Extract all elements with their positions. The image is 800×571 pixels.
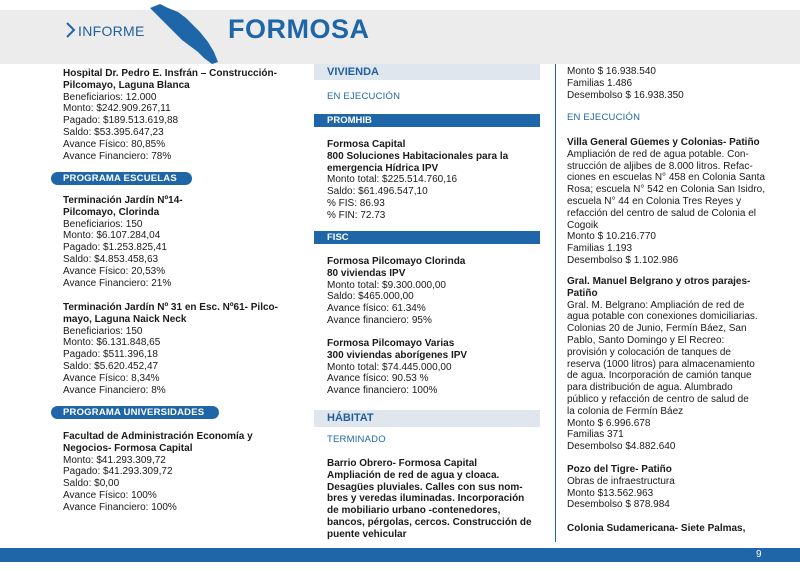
chevron-right-icon (64, 20, 76, 40)
block-line: Pagado: $1.253.825,41 (63, 242, 167, 254)
block-line: Pagado: $189.513.619,88 (63, 115, 179, 127)
block-line: Pablo, Santo Domingo y El Recreo: (567, 334, 725, 346)
block-title: Hospital Dr. Pedro E. Insfrán – Construcción- (63, 68, 277, 79)
section-bar-promhib: PROMHIB (314, 114, 540, 127)
block-line: Avance Financiero: 21% (63, 277, 172, 289)
block-line: Cogoik (567, 219, 599, 231)
block-line: Beneficiarios: 150 (63, 218, 143, 230)
col2-block-barrio-obrero (327, 458, 549, 541)
block-title: mayo, Laguna Naick Neck (63, 313, 187, 325)
block-line: Monto total: $9.300.000,00 (327, 279, 446, 291)
block-title: Gral. Manuel Belgrano y otros parajes- (567, 276, 751, 287)
block-line: Ampliación de red de agua y cloaca. (327, 469, 500, 481)
section-box-vivienda: VIVIENDA (314, 64, 540, 80)
block-line: Gral. M. Belgrano: Ampliación de red de (567, 299, 745, 311)
block-line: Beneficiarios: 150 (63, 325, 143, 337)
block-title: Formosa Pilcomayo Clorinda (327, 256, 466, 267)
block-line: % FIS: 86.93 (327, 197, 385, 209)
block-title: Facultad de Administración Economía y (63, 431, 253, 442)
block-line: Avance Físico: 100% (63, 489, 157, 501)
status-terminado: TERMINADO (327, 434, 386, 445)
column-divider (555, 64, 556, 542)
block-line: Desagües pluviales. Calles con sus nom- (327, 481, 523, 493)
col3-block-top (567, 66, 792, 101)
block-line: Pagado: $41.293.309,72 (63, 466, 173, 478)
block-title: Pilcomayo, Clorinda (63, 206, 160, 218)
block-title: Formosa Pilcomayo Varias (327, 338, 455, 349)
block-line: Monto: $242.909.267,11 (63, 103, 171, 115)
status-en-ejecucion: EN EJECUCIÓN (327, 91, 401, 102)
block-line: reserva (1000 litros) para almacenamiento (567, 358, 755, 370)
col1-block-facultad (63, 431, 298, 514)
block-line: Desembolso $ 1.102.986 (567, 254, 679, 266)
header-top-margin (0, 0, 800, 10)
block-line: Monto total: $74.445.000,00 (327, 361, 452, 373)
col3-block-belgrano (567, 276, 792, 453)
block-line: Familias 1.486 (567, 77, 633, 89)
block-line: Avance Financiero: 78% (63, 150, 172, 162)
block-line: la colonia de Fermín Báez (567, 405, 684, 417)
block-title: emergencia Hídrica IPV (327, 162, 439, 174)
status-en-ejecucion: EN EJECUCIÓN (567, 112, 641, 123)
block-title: Colonia Sudamericana- Siete Palmas, (567, 523, 746, 534)
col2-block-80-viviendas (327, 256, 542, 327)
block-line: Avance físico: 90.53 % (327, 373, 429, 385)
block-line: Avance Financiero: 8% (63, 384, 166, 396)
block-line: escuela N° 44 en Colonia Tres Reyes y (567, 195, 742, 207)
block-title: Terminación Jardín Nº 31 en Esc. Nº61- Pilco- (63, 302, 278, 313)
block-title: Pozo del Tigre- Patiño (567, 464, 672, 475)
block-line: bancos, pérgolas, cercos. Construcción de (327, 516, 532, 528)
block-line: Avance Físico: 20,53% (63, 265, 166, 277)
block-line: Monto: $6.131.848,65 (63, 337, 161, 349)
block-line: Barrio Obrero- Formosa Capital (327, 458, 478, 469)
block-line: Saldo: $61.496.547,10 (327, 186, 428, 198)
block-line: Saldo: $0,00 (63, 478, 120, 490)
block-line: Monto: $6.107.284,04 (63, 230, 161, 242)
block-title: Formosa Capital (327, 139, 406, 150)
col3-block-pozo-tigre (567, 464, 792, 511)
block-line: Rosa; escuela N° 542 en Colonia San Isidro, (567, 184, 766, 196)
block-line: Ampliación de red de agua potable. Con- (567, 148, 749, 160)
block-line: Saldo: $53.395.647,23 (63, 126, 164, 138)
block-title: Negocios- Formosa Capital (63, 442, 193, 454)
block-title: Villa General Güemes y Colonias- Patiño (567, 137, 760, 148)
block-line: Saldo: $4.853.458,63 (63, 253, 159, 265)
block-line: agua potable con conexiones domiciliarias. (567, 311, 758, 323)
section-pill-escuelas: PROGRAMA ESCUELAS (51, 172, 192, 185)
block-line: público y refacción de centro de salud de (567, 393, 749, 405)
block-line: Monto total: $225.514.760,16 (327, 174, 458, 186)
block-line: Avance financiero: 100% (327, 385, 438, 397)
block-line: puente vehicular (327, 528, 407, 540)
block-line: bres y veredas iluminadas. Incorporación (327, 493, 525, 505)
block-title: 300 viviendas aborígenes IPV (327, 349, 468, 361)
block-line: % FIN: 72.73 (327, 209, 386, 221)
block-line: Saldo: $465.000,00 (327, 291, 414, 303)
block-line: Avance Financiero: 100% (63, 501, 177, 513)
col2-block-800-soluciones (327, 139, 542, 222)
block-line: Pagado: $511.396,18 (63, 349, 158, 361)
block-line: refacción del centro de salud de Colonia el (567, 207, 757, 219)
block-line: Monto $13.562.963 (567, 487, 654, 499)
block-line: Avance financiero: 95% (327, 314, 432, 326)
col2-block-300-viviendas (327, 338, 542, 397)
footer-bottom-margin (0, 562, 800, 571)
page-title: FORMOSA (228, 14, 370, 44)
block-line: Familias 371 (567, 429, 624, 441)
col1-block-jardin14 (63, 195, 298, 289)
block-title: 80 viviendas IPV (327, 267, 406, 279)
block-line: Familias 1.193 (567, 243, 633, 255)
block-line: Avance Físico: 8,34% (63, 372, 160, 384)
block-line: para distribución de agua. Alumbrado (567, 382, 733, 394)
block-title: Pilcomayo, Laguna Blanca (63, 79, 190, 91)
page-number: 9 (756, 549, 762, 560)
col1-block-jardin31 (63, 302, 298, 396)
block-line: Beneficiarios: 12.000 (63, 91, 157, 103)
block-line: Colonias 20 de Junio, Fermín Báez, San (567, 323, 747, 335)
block-line: strucción de aljibes de 8.000 litros. Refac- (567, 160, 753, 172)
block-line: Saldo: $5.620.452,47 (63, 360, 159, 372)
block-line: de agua. Incorporación de camión tanque (567, 370, 752, 382)
section-box-habitat: HÁBITAT (314, 410, 540, 427)
block-line: Monto $ 16.938.540 (567, 66, 656, 77)
block-line: Obras de infraestructura (567, 475, 675, 487)
block-title: Terminación Jardín Nº14- (63, 195, 183, 206)
block-line: Monto $ 6.996.678 (567, 417, 651, 429)
col3-block-villa-guemes (567, 137, 792, 267)
formosa-map-icon (148, 2, 220, 66)
block-line: de mobiliario urbano -contenedores, (327, 505, 501, 517)
block-line: Desembolso $ 878.984 (567, 499, 670, 511)
col1-block-hospital (63, 68, 298, 162)
block-title: 800 Soluciones Habitacionales para la (327, 150, 509, 162)
block-line: Avance Físico: 80,85% (63, 138, 166, 150)
header-section-label: INFORME (78, 23, 145, 39)
block-title: Patiño (567, 287, 598, 299)
block-line: Monto $ 10.216.770 (567, 231, 656, 243)
col3-block-colonia-sudamericana (567, 523, 792, 535)
block-line: Monto: $41.293.309,72 (63, 454, 166, 466)
block-line: provisión y colocación de tanques de (567, 346, 731, 358)
section-bar-fisc: FISC (314, 231, 540, 244)
block-line: Desembolso $ 16.938.350 (567, 89, 684, 101)
footer-bar (0, 548, 800, 562)
block-line: Desembolso $4.882.640 (567, 441, 676, 453)
section-pill-universidades: PROGRAMA UNIVERSIDADES (51, 406, 219, 419)
block-line: ciones en escuelas N° 458 en Colonia Santa (567, 172, 766, 184)
block-line: Avance físico: 61.34% (327, 303, 426, 315)
